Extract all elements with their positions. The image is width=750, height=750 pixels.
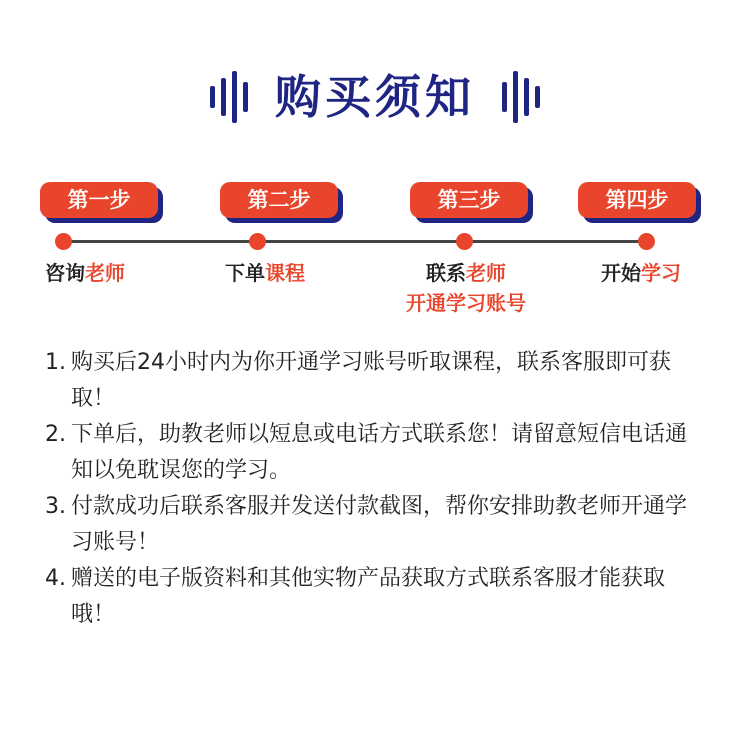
note-item <box>45 489 705 561</box>
step-3-badge: 第三步 <box>410 182 528 218</box>
note-item <box>45 417 705 489</box>
step-1-label <box>45 258 125 288</box>
step-2-label-dark: 下单 <box>225 261 265 285</box>
step-1-label-red: 老师 <box>85 261 125 285</box>
note-number: 4. <box>45 566 66 591</box>
step-3-dot <box>456 233 473 250</box>
note-text: 付款成功后联系客服并发送付款截图，帮你安排助教老师开通学习账号！ <box>71 494 688 555</box>
step-4-dot <box>638 233 655 250</box>
step-4-badge: 第四步 <box>578 182 696 218</box>
step-1-dot <box>55 233 72 250</box>
step-3-label-red: 老师 <box>466 261 506 285</box>
step-2-badge: 第二步 <box>220 182 338 218</box>
note-text: 赠送的电子版资料和其他实物产品获取方式联系客服才能获取哦！ <box>71 566 666 627</box>
header <box>0 62 750 132</box>
note-number: 2. <box>45 422 66 447</box>
step-1-badge: 第一步 <box>40 182 158 218</box>
step-4-label-red: 学习 <box>641 261 681 285</box>
step-4-label <box>601 258 681 288</box>
note-item <box>45 561 705 633</box>
step-1-label-dark: 咨询 <box>45 261 85 285</box>
timeline-line <box>62 240 647 243</box>
sound-wave-icon-right <box>499 67 543 127</box>
note-text: 购买后24小时内为你开通学习账号听取课程，联系客服即可获取！ <box>71 350 671 411</box>
note-text: 下单后，助教老师以短息或电话方式联系您！请留意短信电话通知以免耽误您的学习。 <box>71 422 688 483</box>
step-3-label-line2: 开通学习账号 <box>406 291 526 315</box>
note-item <box>45 345 705 417</box>
sound-wave-icon-left <box>207 67 251 127</box>
notes-list <box>45 345 705 633</box>
step-4-label-dark: 开始 <box>601 261 641 285</box>
step-2-dot <box>249 233 266 250</box>
step-2-label <box>225 258 305 288</box>
note-number: 3. <box>45 494 66 519</box>
page-title: 购买须知 <box>275 70 475 124</box>
note-number: 1. <box>45 350 66 375</box>
step-2-label-red: 课程 <box>265 261 305 285</box>
step-3-label <box>396 258 536 318</box>
step-3-label-dark: 联系 <box>426 261 466 285</box>
